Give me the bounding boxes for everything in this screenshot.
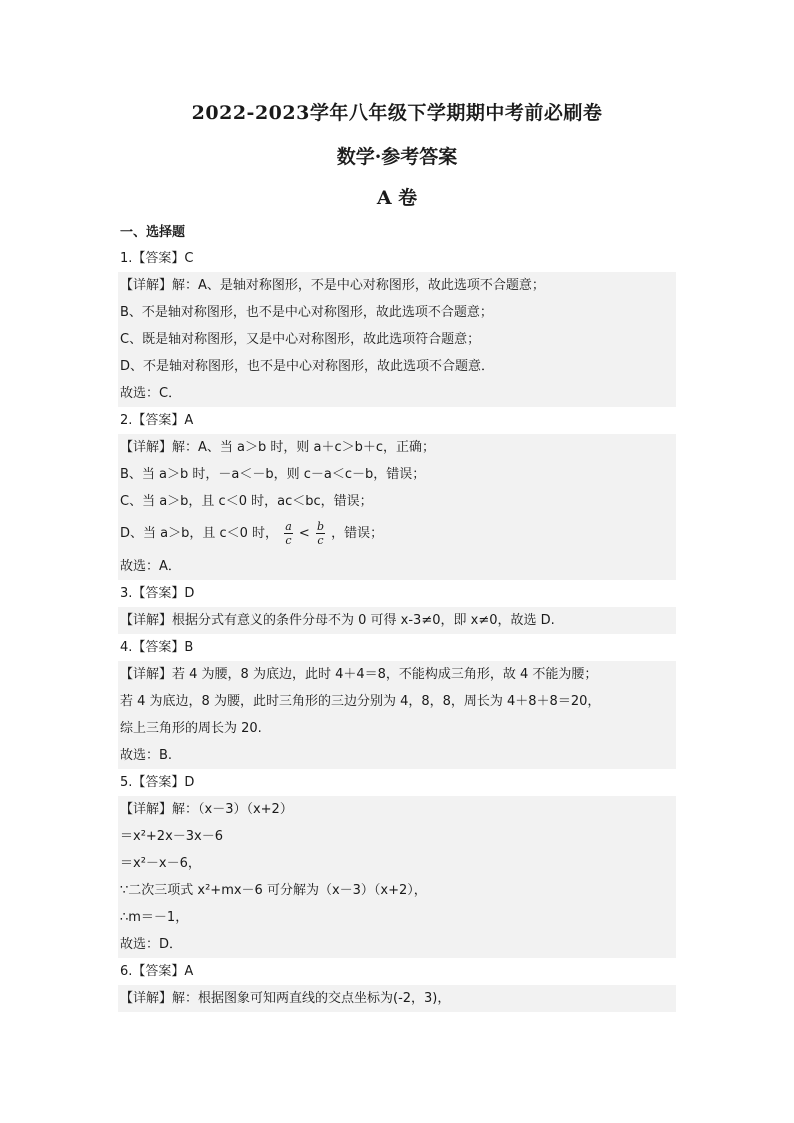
explanation-box [118, 985, 676, 1012]
explanation-box [118, 661, 676, 769]
document-subtitle: 数学·参考答案 [336, 146, 458, 168]
fraction-a-over-c: $\frac{a}{c}$ [285, 520, 292, 547]
answer-label: 4.【答案】B [120, 640, 194, 655]
explanation-line: B、当 a＞b 时，－a＜－b，则 c－a＜c－b，错误； [120, 467, 426, 482]
answer-label: 5.【答案】D [120, 775, 195, 790]
explanation-line: 故选：A． [120, 559, 181, 574]
explanation-line: 【详解】解：A、当 a＞b 时，则 a＋c＞b＋c，正确； [120, 440, 436, 455]
section-heading: 一、选择题 [120, 225, 186, 240]
less-than-sign: < [298, 526, 310, 541]
explanation-tail: ，错误； [331, 526, 384, 541]
explanation-line: 【详解】根据分式有意义的条件分母不为 0 可得 x-3≠0，即 x≠0，故选 D. [120, 613, 555, 628]
explanation-box [118, 796, 676, 958]
explanation-box [118, 434, 676, 580]
explanation-line: 【详解】解：根据图象可知两直线的交点坐标为(-2，3)， [120, 991, 451, 1006]
explanation-line-fraction [118, 515, 676, 553]
answer-content [118, 245, 676, 1012]
explanation-line: ∵二次三项式 x²+mx－6 可分解为（x－3）（x+2）， [120, 883, 427, 898]
answer-label: 3.【答案】D [120, 586, 195, 601]
explanation-line: ＝x²－x－6， [120, 856, 201, 871]
document-title: 2022-2023学年八年级下学期期中考前必刷卷 [191, 102, 603, 124]
explanation-line: 故选：D． [120, 937, 183, 952]
explanation-text: D、当 a＞b，且 c＜0 时， [120, 526, 279, 541]
explanation-line: 【详解】解：（x－3）（x+2） [120, 802, 293, 817]
explanation-line: 【详解】解：A、是轴对称图形，不是中心对称图形，故此选项不合题意； [120, 278, 545, 293]
explanation-line: 综上三角形的周长为 20. [120, 721, 262, 736]
explanation-line: C、既是轴对称图形，又是中心对称图形，故此选项符合题意； [120, 332, 481, 347]
explanation-line: ＝x²+2x－3x－6 [120, 829, 223, 844]
answer-label: 1.【答案】C [120, 251, 194, 266]
answer-label: 6.【答案】A [120, 964, 194, 979]
explanation-line: 若 4 为底边，8 为腰，此时三角形的三边分别为 4，8，8，周长为 4＋8＋8＝20， [120, 694, 601, 709]
explanation-line: B、不是轴对称图形，也不是中心对称图形，故此选项不合题意； [120, 305, 493, 320]
explanation-line: D、不是轴对称图形，也不是中心对称图形，故此选项不合题意． [120, 359, 495, 374]
explanation-line: 【详解】若 4 为腰，8 为底边，此时 4＋4＝8，不能构成三角形，故 4 不能为腰； [120, 667, 598, 682]
volume-label: A 卷 [376, 187, 418, 209]
explanation-line: 故选：B. [120, 748, 173, 763]
explanation-line: ∴m＝－1， [120, 910, 189, 925]
explanation-line: C、当 a＞b，且 c＜0 时，ac＜bc，错误； [120, 494, 373, 509]
explanation-box [118, 272, 676, 407]
explanation-line: 故选：C． [120, 386, 182, 401]
fraction-b-over-c: $\frac{b}{c}$ [316, 520, 324, 547]
answer-label: 2.【答案】A [120, 413, 194, 428]
explanation-box [118, 607, 676, 634]
